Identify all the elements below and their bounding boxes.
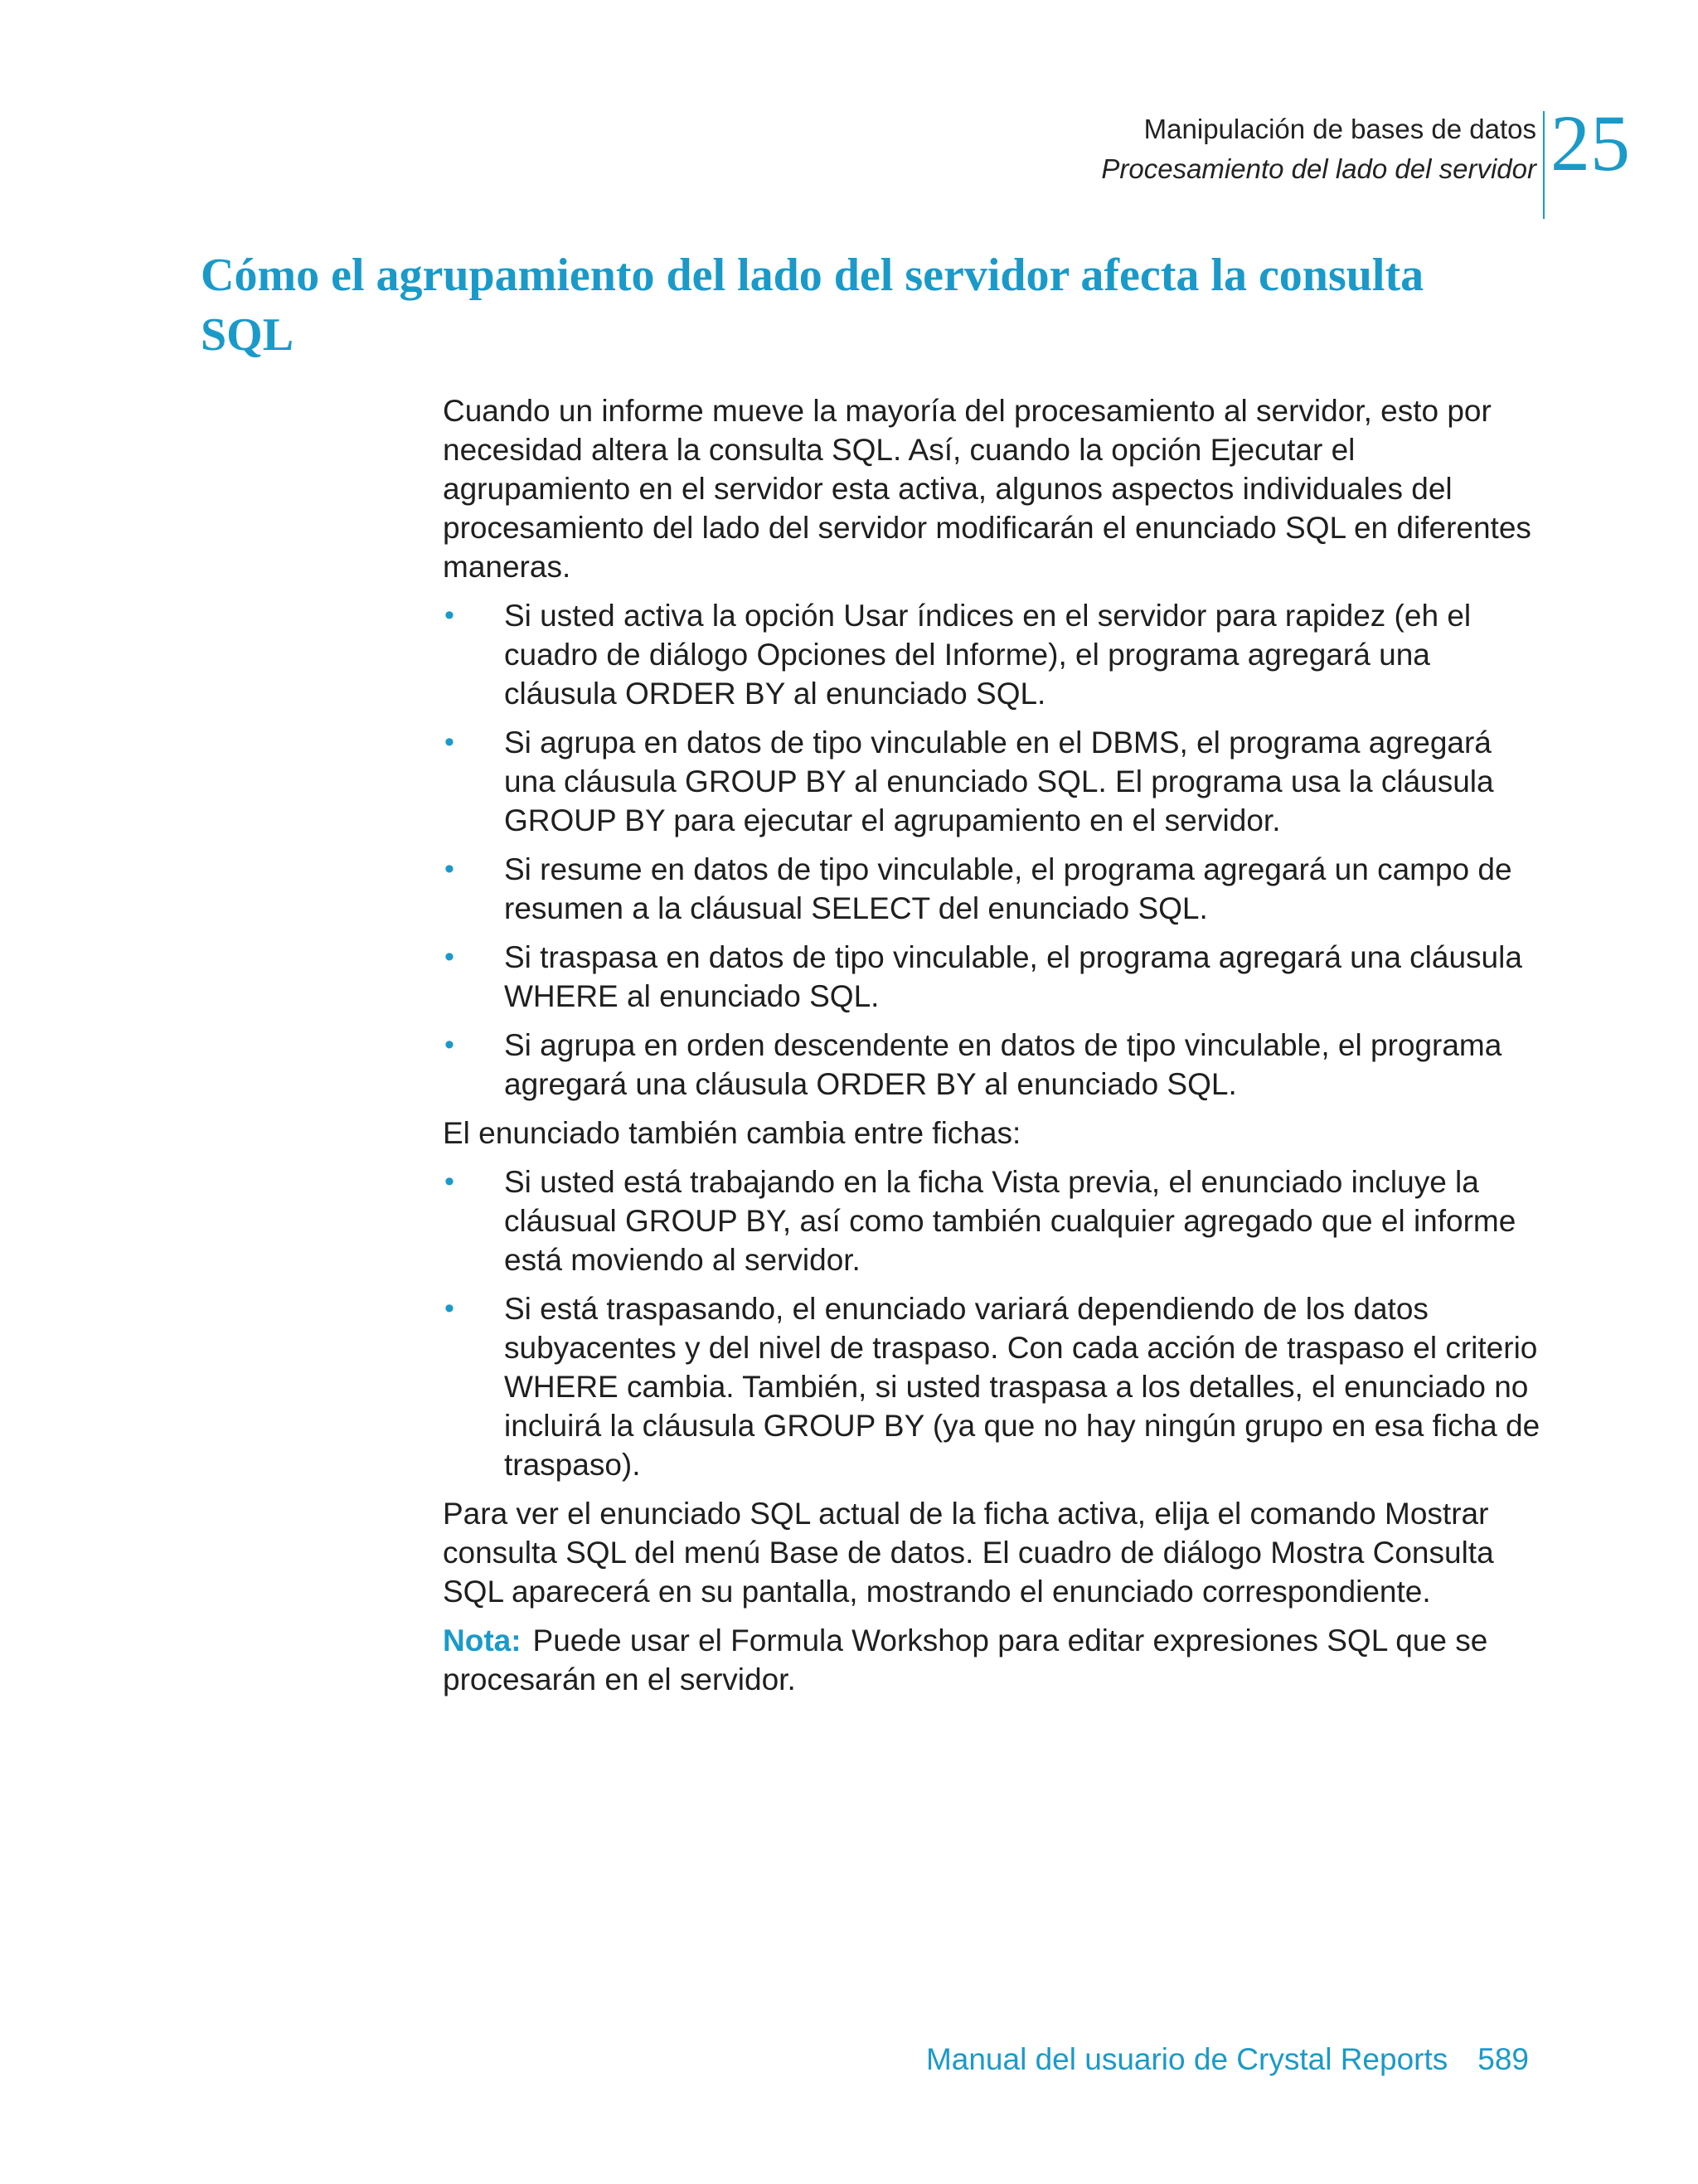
bullet-icon: • [444, 1166, 454, 1197]
list-item [443, 1026, 1545, 1104]
subsection-title: Procesamiento del lado del servidor [1101, 153, 1536, 184]
list-item-text: Si usted está trabajando en la ficha Vista previa, el enunciado incluye la cláusual GROUP BY, así como también cualquier agregado que el informe está moviendo al servidor. [504, 1165, 1516, 1277]
intro-paragraph: Cuando un informe mueve la mayoría del procesamiento al servidor, esto por necesidad altera la consulta SQL. Así, cuando la opción Ejecutar el agrupamiento en el servidor esta activa, algunos aspectos individuales del procesamiento del lado del servidor modificarán el enunciado SQL en diferentes maneras. [443, 394, 1531, 584]
list-item [443, 1162, 1545, 1279]
page-heading: Cómo el agrupamiento del lado del servidor afecta la consulta SQL [201, 250, 1424, 361]
note-label: Nota: [443, 1623, 522, 1657]
chapter-divider [1543, 111, 1545, 219]
note-paragraph [443, 1621, 1545, 1699]
bullet-icon: • [444, 726, 454, 758]
note-text: Puede usar el Formula Workshop para editar expresiones SQL que se procesarán en el servidor. [443, 1623, 1488, 1696]
footer-title: Manual del usuario de Crystal Reports [925, 2042, 1448, 2076]
body-content [443, 391, 1545, 1709]
list-item-text: Si resume en datos de tipo vinculable, el programa agregará un campo de resumen a la cláusual SELECT del enunciado SQL. [504, 852, 1512, 925]
list-item-text: Si agrupa en orden descendente en datos de tipo vinculable, el programa agregará una cláusula ORDER BY al enunciado SQL. [504, 1028, 1502, 1101]
bullet-icon: • [444, 1293, 454, 1324]
list-item-text: Si agrupa en datos de tipo vinculable en el DBMS, el programa agregará una cláusula GROUP BY al enunciado SQL. El programa usa la cláusula GROUP BY para ejecutar el agrupamiento en el servidor. [504, 726, 1494, 837]
middle-paragraph: El enunciado también cambia entre fichas: [443, 1116, 1021, 1150]
list-item [443, 1289, 1545, 1484]
list-item [443, 938, 1545, 1016]
bullet-list-tabs [443, 1162, 1545, 1484]
chapter-number: 25 [1550, 99, 1630, 187]
bullet-icon: • [444, 853, 454, 885]
section-title: Manipulación de bases de datos [1143, 114, 1536, 144]
page-number: 589 [1477, 2042, 1529, 2076]
list-item-text: Si está traspasando, el enunciado variará dependiendo de los datos subyacentes y del nivel de traspaso. Con cada acción de traspaso el criterio WHERE cambia. También, si usted traspasa a los detalles, el enunciado no incluirá la cláusula GROUP BY (ya que no hay ningún grupo en esa ficha de traspaso). [504, 1292, 1540, 1482]
closing-paragraph: Para ver el enunciado SQL actual de la ficha activa, elija el comando Mostrar consulta SQL del menú Base de datos. El cuadro de diálogo Mostra Consulta SQL aparecerá en su pantalla, mostrando el enunciado correspondiente. [443, 1497, 1494, 1609]
page-footer [926, 2040, 1529, 2080]
list-item-text: Si traspasa en datos de tipo vinculable, el programa agregará una cláusula WHERE al enunciado SQL. [504, 940, 1522, 1013]
list-item [443, 596, 1545, 713]
bullet-icon: • [444, 1029, 454, 1060]
list-item [443, 850, 1545, 928]
list-item [443, 723, 1545, 840]
list-item-text: Si usted activa la opción Usar índices en el servidor para rapidez (eh el cuadro de diálogo Opciones del Informe), el programa agregará una cláusula ORDER BY al enunciado SQL. [504, 599, 1472, 711]
running-header [1101, 109, 1536, 189]
bullet-icon: • [444, 941, 454, 973]
bullet-list-sql-changes [443, 596, 1545, 1104]
bullet-icon: • [444, 599, 454, 631]
